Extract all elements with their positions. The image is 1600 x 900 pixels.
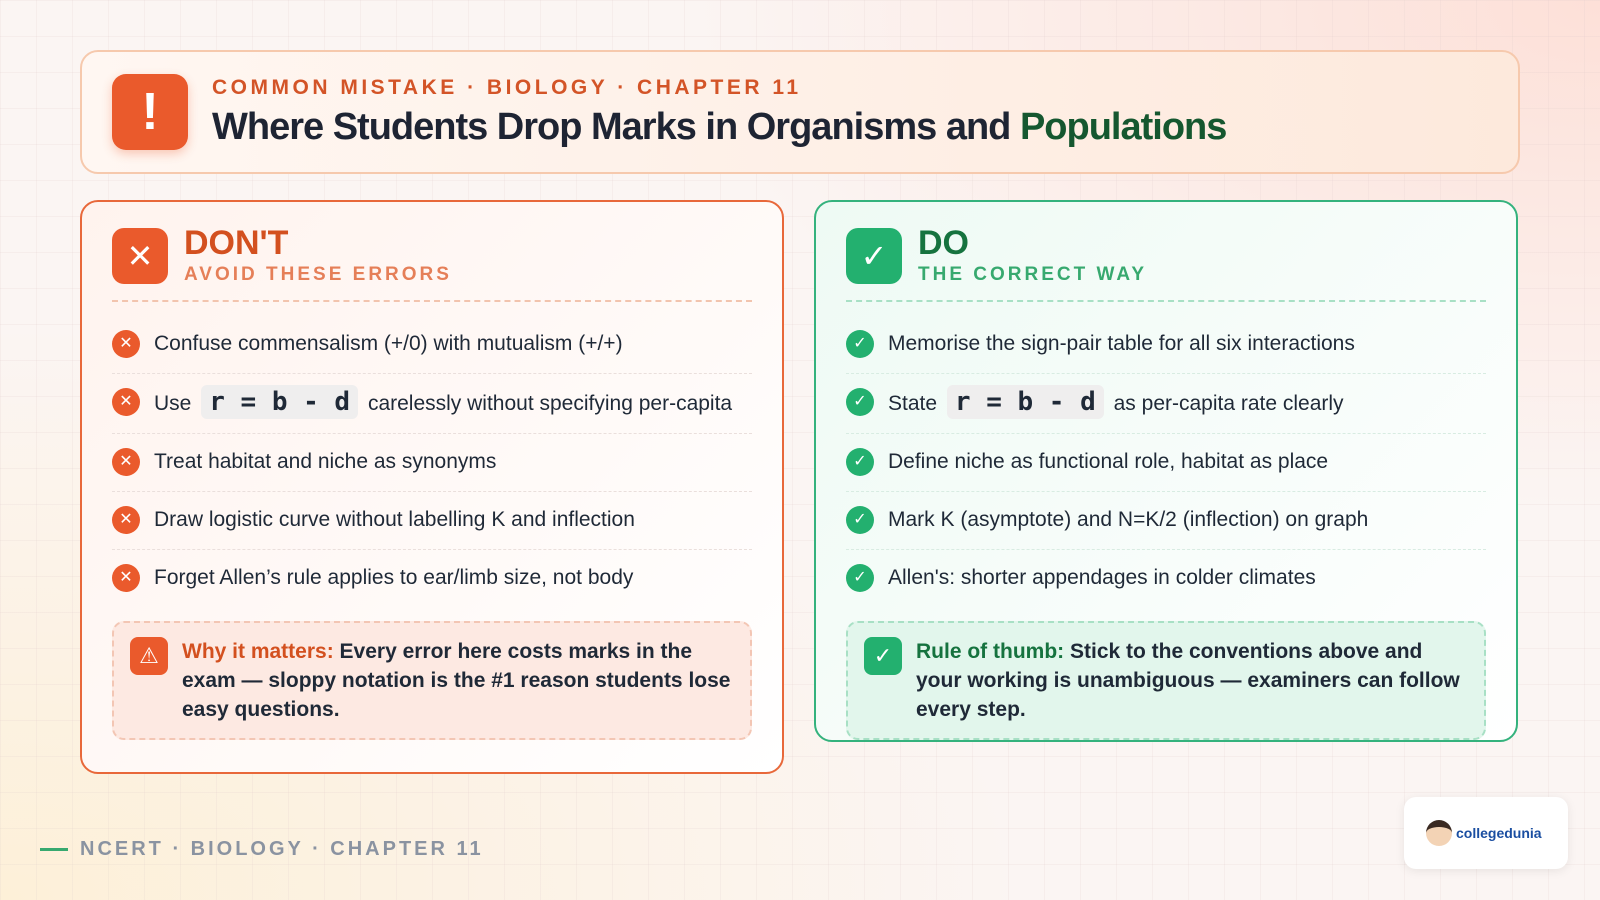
dont-card xyxy=(80,200,784,774)
callout-label: Why it matters: xyxy=(182,640,334,663)
x-icon: ✕ xyxy=(112,228,168,284)
check-icon: ✓ xyxy=(864,637,902,675)
dont-list xyxy=(112,316,752,607)
check-circle-icon: ✓ xyxy=(846,506,874,534)
do-subtitle: THE CORRECT WAY xyxy=(918,264,1148,285)
formula-code: r = b - d xyxy=(947,385,1104,419)
footer-text: NCERT · BIOLOGY · CHAPTER 11 xyxy=(80,838,484,860)
list-item xyxy=(846,434,1486,492)
list-item xyxy=(112,492,752,550)
why-it-matters-callout xyxy=(112,621,752,740)
x-circle-icon: ✕ xyxy=(112,330,140,358)
x-circle-icon: ✕ xyxy=(112,388,140,416)
do-title: DO xyxy=(918,224,969,262)
list-item xyxy=(112,550,752,607)
x-circle-icon: ✕ xyxy=(112,564,140,592)
list-item xyxy=(846,374,1486,434)
item-text: Confuse commensalism (+/0) with mutualism (+/+) xyxy=(154,332,623,355)
mascot-icon xyxy=(1426,820,1452,846)
check-icon: ✓ xyxy=(846,228,902,284)
brand-logo xyxy=(1404,797,1568,869)
item-post: carelessly without specifying per-capita xyxy=(367,392,733,415)
item-text: Draw logistic curve without labelling K and inflection xyxy=(154,508,635,531)
footer xyxy=(40,838,484,861)
list-item xyxy=(112,316,752,374)
check-circle-icon: ✓ xyxy=(846,564,874,592)
brand-name: collegedunia xyxy=(1456,825,1542,841)
callout-text: Stick to the conventions above and your working is unambiguous — examiners can follow every step. xyxy=(916,640,1460,721)
check-circle-icon: ✓ xyxy=(846,448,874,476)
item-post: as per-capita rate clearly xyxy=(1113,392,1344,415)
list-item xyxy=(846,492,1486,550)
list-item xyxy=(846,550,1486,607)
callout-label: Rule of thumb: xyxy=(916,640,1065,663)
exclamation-icon: ! xyxy=(112,74,188,150)
title-accent: Populations xyxy=(1019,105,1227,148)
header-text xyxy=(212,76,1226,149)
eyebrow: COMMON MISTAKE · BIOLOGY · CHAPTER 11 xyxy=(212,75,802,99)
item-text xyxy=(888,386,1344,420)
footer-divider xyxy=(40,848,68,851)
item-text: Define niche as functional role, habitat as place xyxy=(888,450,1329,473)
formula-code: r = b - d xyxy=(201,385,358,419)
do-card xyxy=(814,200,1518,742)
rule-of-thumb-callout xyxy=(846,621,1486,740)
list-item xyxy=(112,374,752,434)
header-banner xyxy=(80,50,1520,174)
item-text: Memorise the sign-pair table for all six interactions xyxy=(888,332,1355,355)
item-text: Treat habitat and niche as synonyms xyxy=(154,450,497,473)
list-item xyxy=(846,316,1486,374)
item-text: Forget Allen’s rule applies to ear/limb size, not body xyxy=(154,566,634,589)
x-circle-icon: ✕ xyxy=(112,448,140,476)
dont-title: DON'T xyxy=(184,224,289,262)
check-circle-icon: ✓ xyxy=(846,388,874,416)
item-pre: Use xyxy=(154,392,192,415)
dont-card-header xyxy=(112,226,752,302)
item-text: Allen's: shorter appendages in colder climates xyxy=(888,566,1316,589)
do-list xyxy=(846,316,1486,607)
check-circle-icon: ✓ xyxy=(846,330,874,358)
dont-subtitle: AVOID THESE ERRORS xyxy=(184,264,452,285)
title-main: Where Students Drop Marks in Organisms and xyxy=(212,105,1020,148)
item-pre: State xyxy=(888,392,938,415)
list-item xyxy=(112,434,752,492)
page-title xyxy=(212,106,1226,149)
warning-icon: ⚠ xyxy=(130,637,168,675)
item-text xyxy=(154,386,732,420)
callout-text: Every error here costs marks in the exam — sloppy notation is the #1 reason students lose easy questions. xyxy=(182,640,731,721)
x-circle-icon: ✕ xyxy=(112,506,140,534)
do-card-header xyxy=(846,226,1486,302)
item-text: Mark K (asymptote) and N=K/2 (inflection) on graph xyxy=(888,508,1369,531)
